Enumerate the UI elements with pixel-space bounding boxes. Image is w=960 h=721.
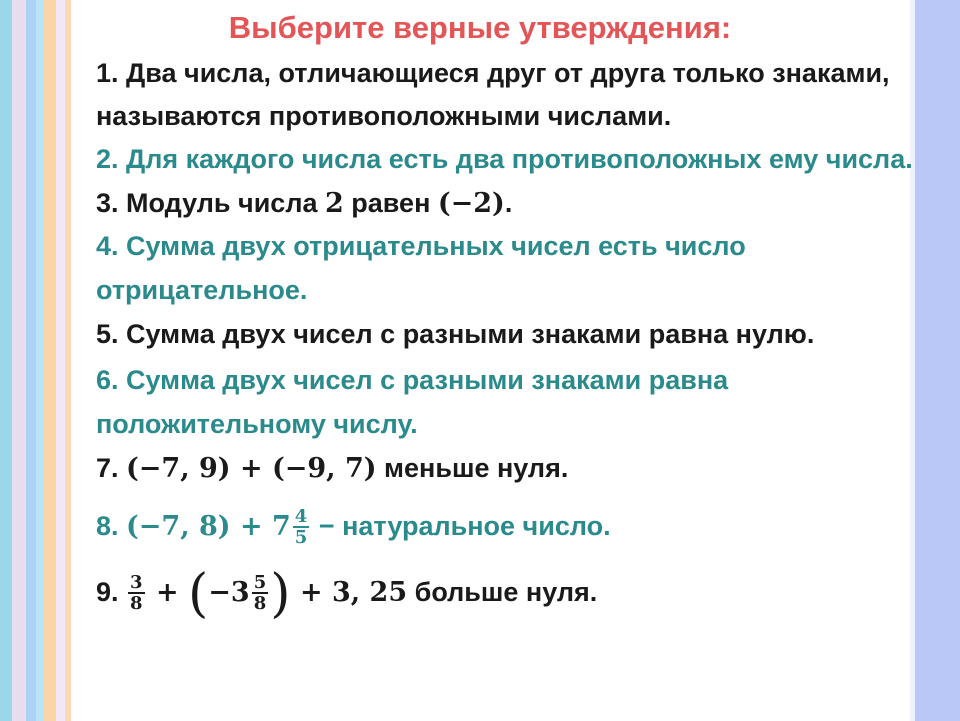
statement-9-tail-math: + 3, 25	[290, 577, 408, 608]
statement-9-fraction-1-numerator: 3	[130, 572, 143, 594]
statement-8-fraction-numerator: 4	[294, 506, 308, 528]
statement-7	[96, 451, 568, 486]
statement-7-math: (−7, 9) + (−9, 7)	[126, 453, 377, 484]
statement-9-fraction-2-denominator: 8	[253, 593, 267, 615]
left-stripe-6	[56, 0, 65, 721]
statement-8-fraction-denominator: 5	[294, 527, 308, 549]
statement-3-math: (−2)	[437, 188, 505, 219]
statement-3	[96, 186, 512, 221]
statement-7-suffix: меньше нуля.	[376, 453, 569, 483]
statement-3-mid: равен	[343, 188, 438, 218]
statement-4-line-2: отрицательное.	[96, 275, 308, 305]
left-stripe-4	[36, 0, 44, 721]
statement-9-inner: −3	[208, 577, 250, 608]
statement-1-line-1: 1. Два числа, отличающиеся друг от друга только знаками,	[96, 58, 890, 88]
statement-6-line-2: положительному числу.	[96, 409, 418, 439]
statement-9-fraction-2	[252, 573, 269, 614]
statement-8-prefix: 8.	[96, 511, 127, 541]
left-stripe-1	[0, 0, 12, 721]
statement-2: 2. Для каждого числа есть два противоположных ему числа.	[96, 144, 913, 174]
statement-9	[96, 563, 598, 624]
statement-9-prefix: 9.	[96, 577, 127, 607]
right-stripe-2	[915, 0, 960, 721]
statement-6-line-1: 6. Сумма двух чисел с разными знаками равна	[96, 365, 729, 395]
statement-9-left-paren: (	[188, 563, 209, 624]
left-stripe-7	[65, 0, 71, 721]
left-stripe-3	[26, 0, 36, 721]
left-stripe-2	[12, 0, 26, 721]
page-title: Выберите верные утверждения:	[228, 10, 732, 45]
statement-9-suffix: больше нуля.	[407, 577, 598, 607]
statement-1-line-2: называются противоположными числами.	[96, 101, 672, 131]
statement-3-suffix: .	[504, 188, 513, 218]
statement-8-fraction	[293, 507, 310, 548]
left-stripe-5	[44, 0, 56, 721]
statement-9-fraction-1-denominator: 8	[130, 593, 143, 615]
statement-3-number: 2	[325, 188, 344, 219]
statement-5: 5. Сумма двух чисел с разными знаками равна нулю.	[96, 319, 815, 349]
statement-3-prefix: 3. Модуль числа	[96, 188, 325, 218]
statement-9-right-paren: )	[270, 563, 291, 624]
statement-9-fraction-1	[128, 573, 145, 614]
statement-9-fraction-2-numerator: 5	[253, 572, 267, 594]
statement-8	[96, 504, 611, 549]
statement-4-line-1: 4. Сумма двух отрицательных чисел есть число	[96, 231, 746, 261]
statement-9-plus: +	[146, 577, 188, 608]
statement-7-prefix: 7.	[96, 453, 127, 483]
statement-8-suffix: − натуральное число.	[311, 511, 611, 541]
statement-8-math: (−7, 8) + 7	[126, 511, 291, 542]
